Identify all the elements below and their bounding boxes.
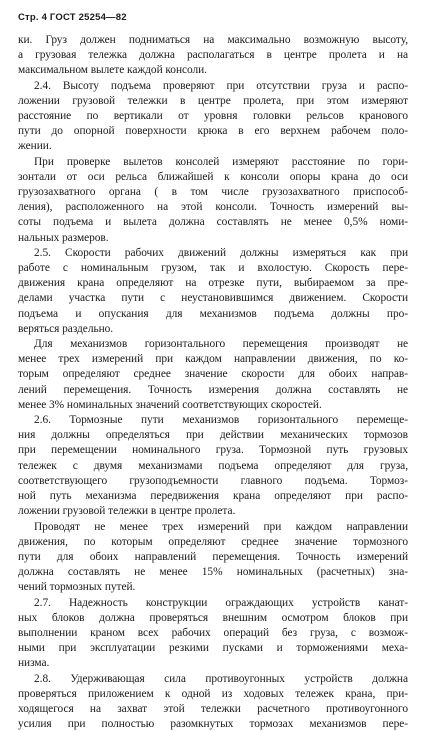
text-line: 2.4. Высоту подъема проверяют при отсутствии груза и распо- xyxy=(34,79,408,92)
text-line: Проводят не менее трех измерений при каждом направлении xyxy=(34,520,408,533)
text-line: веряться раздельно. xyxy=(18,322,114,335)
text-line: усилия при полностью разомкнутых тормозах механизмов пере- xyxy=(18,718,408,731)
text-line: При проверке вылетов консолей измеряют расстояние по гори- xyxy=(34,155,408,168)
text-line: расстояние по вертикали от уровня головки рельсов кранового xyxy=(18,110,408,123)
text-line: ния должны определяться при действии механических тормозов xyxy=(18,429,408,442)
text-line: при перемещении номинального груза. Тормозной путь грузовых xyxy=(18,444,408,457)
text-line: менее трех измерений при каждом направлении движения, по ко- xyxy=(18,353,408,366)
text-line: жении. xyxy=(18,140,52,153)
text-line: тележек с двумя механизмами подъема определяют для груза, xyxy=(18,459,408,472)
text-line: лений перемещения. Точность измерения должна составлять не xyxy=(18,383,408,396)
text-line: выполнении краном всех рабочих операций без груза, с возмож- xyxy=(18,626,408,639)
text-line: а грузовая тележка должна располагаться в центре пролета и на xyxy=(18,49,408,62)
text-line: ки. Груз должен подниматься на максимально возможную высоту, xyxy=(18,34,408,46)
text-line: ных блоков должна проверяться внешним осмотром блоков при xyxy=(18,611,408,624)
text-line: Для механизмов горизонтального перемещения производят не xyxy=(34,338,408,351)
text-line: движения, по которым определяют среднее значение тормозного xyxy=(18,535,408,548)
page-header xyxy=(18,12,127,23)
text-line: торым определяют среднее значение скорости для обоих направ- xyxy=(18,368,408,381)
text-line: ложении грузовой тележки в центре пролета, при этом измеряют xyxy=(18,94,408,107)
text-line: соответствующего грузоподъемности главного подъема. Тормоз- xyxy=(18,474,408,487)
text-line: работе с номинальным грузом, так и вхолостую. Скорость пере- xyxy=(18,262,408,275)
text-line: 2.8. Удерживающая сила противоугонных устройств должна xyxy=(34,672,408,685)
text-line: делами участка пути с неустановившимся движением. Скорости xyxy=(18,292,408,305)
text-line: подъема и опускания для механизмов подъема должны про- xyxy=(18,307,408,320)
text-line: менее 3% номинальных значений соответствующих скоростей. xyxy=(18,398,322,411)
text-line: движения крана определяют на отрезке пути, выбираемом за пре- xyxy=(18,277,408,290)
text-line: пути для обоих направлений перемещения. Точность измерений xyxy=(18,550,408,563)
text-line: зонтали от оси рельса ближайшей к консоли опоры крана до оси xyxy=(18,170,408,183)
text-line: проверяться приложением к одной из ходовых тележек крана, при- xyxy=(18,687,408,700)
text-line: чений тормозных путей. xyxy=(18,581,136,594)
text-line: ными при эксплуатации резкими пусками и торможениями меха- xyxy=(18,642,408,655)
document-body-text xyxy=(18,33,408,732)
text-line: 2.7. Надежность конструкции ограждающих устройств канат- xyxy=(34,596,408,609)
text-line: 2.5. Скорости рабочих движений должны измеряться как при xyxy=(34,246,408,259)
text-line: соты подъема и вылета должна составлять не менее 0,5% номи- xyxy=(18,216,408,229)
text-line: ходящегося на захват этой тележки расчетного противоугонного xyxy=(18,702,408,715)
text-line: грузозахватного органа ( в том числе грузозахватного приспособ- xyxy=(18,186,408,199)
text-line: 2.6. Тормозные пути механизмов горизонтального перемеще- xyxy=(34,414,408,427)
text-line: нальных размеров. xyxy=(18,231,109,244)
text-line: должна составлять не менее 15% номинальных (расчетных) зна- xyxy=(18,566,408,579)
text-line: ложении грузовой тележки в центре пролета. xyxy=(18,505,236,518)
page-header-label: Стр. 4 ГОСТ 25254—82 xyxy=(18,12,127,23)
text-line: низма. xyxy=(18,657,50,670)
text-line: пути до опорной поверхности крюка в его верхнем рабочем поло- xyxy=(18,125,408,138)
text-line: максимальном вылете каждой консоли. xyxy=(18,64,207,77)
text-line: ной путь механизма передвижения крана определяют при распо- xyxy=(18,490,408,503)
text-line: ления), расположенного на этой консоли. Точность измерений вы- xyxy=(18,201,408,214)
